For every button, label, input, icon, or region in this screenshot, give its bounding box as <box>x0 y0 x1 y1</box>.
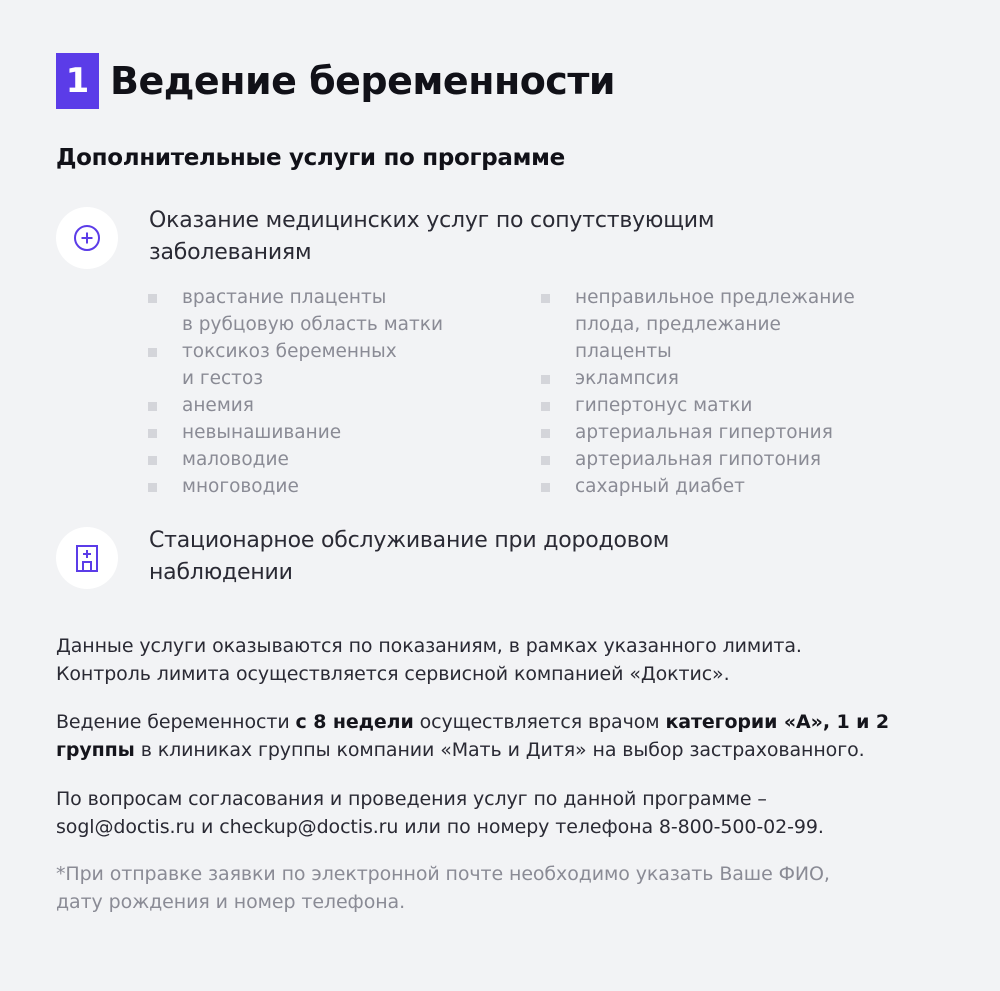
bullet-square-icon <box>541 294 550 303</box>
service-item-concomitant <box>56 205 936 275</box>
bullet-square-icon <box>541 375 550 384</box>
plus-circle-icon <box>56 207 118 269</box>
list-item: токсикоз беременных и гестоз <box>148 338 508 392</box>
page-header <box>56 53 615 109</box>
bullet-square-icon <box>541 456 550 465</box>
bullet-square-icon <box>541 483 550 492</box>
list-item: артериальная гипертония <box>541 419 901 446</box>
service-title-line: Оказание медицинских услуг по сопутствующим <box>149 208 715 233</box>
service-title-line: заболеваниям <box>149 240 312 265</box>
service-title-line: наблюдении <box>149 560 293 585</box>
list-item: невынашивание <box>148 419 508 446</box>
bullet-square-icon <box>148 294 157 303</box>
bullet-square-icon <box>148 402 157 411</box>
conditions-column-left <box>148 284 508 500</box>
section-number-badge: 1 <box>56 53 99 109</box>
list-item: анемия <box>148 392 508 419</box>
list-item: сахарный диабет <box>541 473 901 500</box>
limit-paragraph: Данные услуги оказываются по показаниям, в рамках указанного лимита. Контроль лимита осуществляется сервисной компанией «Доктис». <box>56 635 802 685</box>
list-item: многоводие <box>148 473 508 500</box>
list-item: неправильное предлежание плода, предлежание плаценты <box>541 284 901 365</box>
list-item: врастание плаценты в рубцовую область матки <box>148 284 508 338</box>
email-note: *При отправке заявки по электронной почте необходимо указать Ваше ФИО, дату рождения и номер телефона. <box>56 863 830 913</box>
list-item: эклампсия <box>541 365 901 392</box>
service-title-line: Стационарное обслуживание при дородовом <box>149 528 670 553</box>
list-item: гипертонус матки <box>541 392 901 419</box>
bullet-square-icon <box>148 348 157 357</box>
conditions-column-right <box>541 284 901 500</box>
bullet-square-icon <box>148 483 157 492</box>
contacts-paragraph: По вопросам согласования и проведения услуг по данной программе – sogl@doctis.ru и checkup@doctis.ru или по номеру телефона 8-800-500-02-99. <box>56 788 824 838</box>
service-item-inpatient <box>56 525 936 595</box>
list-item: маловодие <box>148 446 508 473</box>
list-item: артериальная гипотония <box>541 446 901 473</box>
page-title: Ведение беременности <box>110 59 615 103</box>
hospital-icon <box>56 527 118 589</box>
service-title <box>149 205 714 269</box>
bullet-square-icon <box>148 429 157 438</box>
bullet-square-icon <box>541 402 550 411</box>
pregnancy-paragraph: Ведение беременности с 8 недели осуществляется врачом категории «А», 1 и 2 группы в клиниках группы компании «Мать и Дитя» на выбор застрахованного. <box>56 711 889 761</box>
service-title <box>149 525 669 589</box>
conditions-list <box>148 284 908 504</box>
bullet-square-icon <box>148 456 157 465</box>
section-subtitle: Дополнительные услуги по программе <box>56 145 565 171</box>
bullet-square-icon <box>541 429 550 438</box>
